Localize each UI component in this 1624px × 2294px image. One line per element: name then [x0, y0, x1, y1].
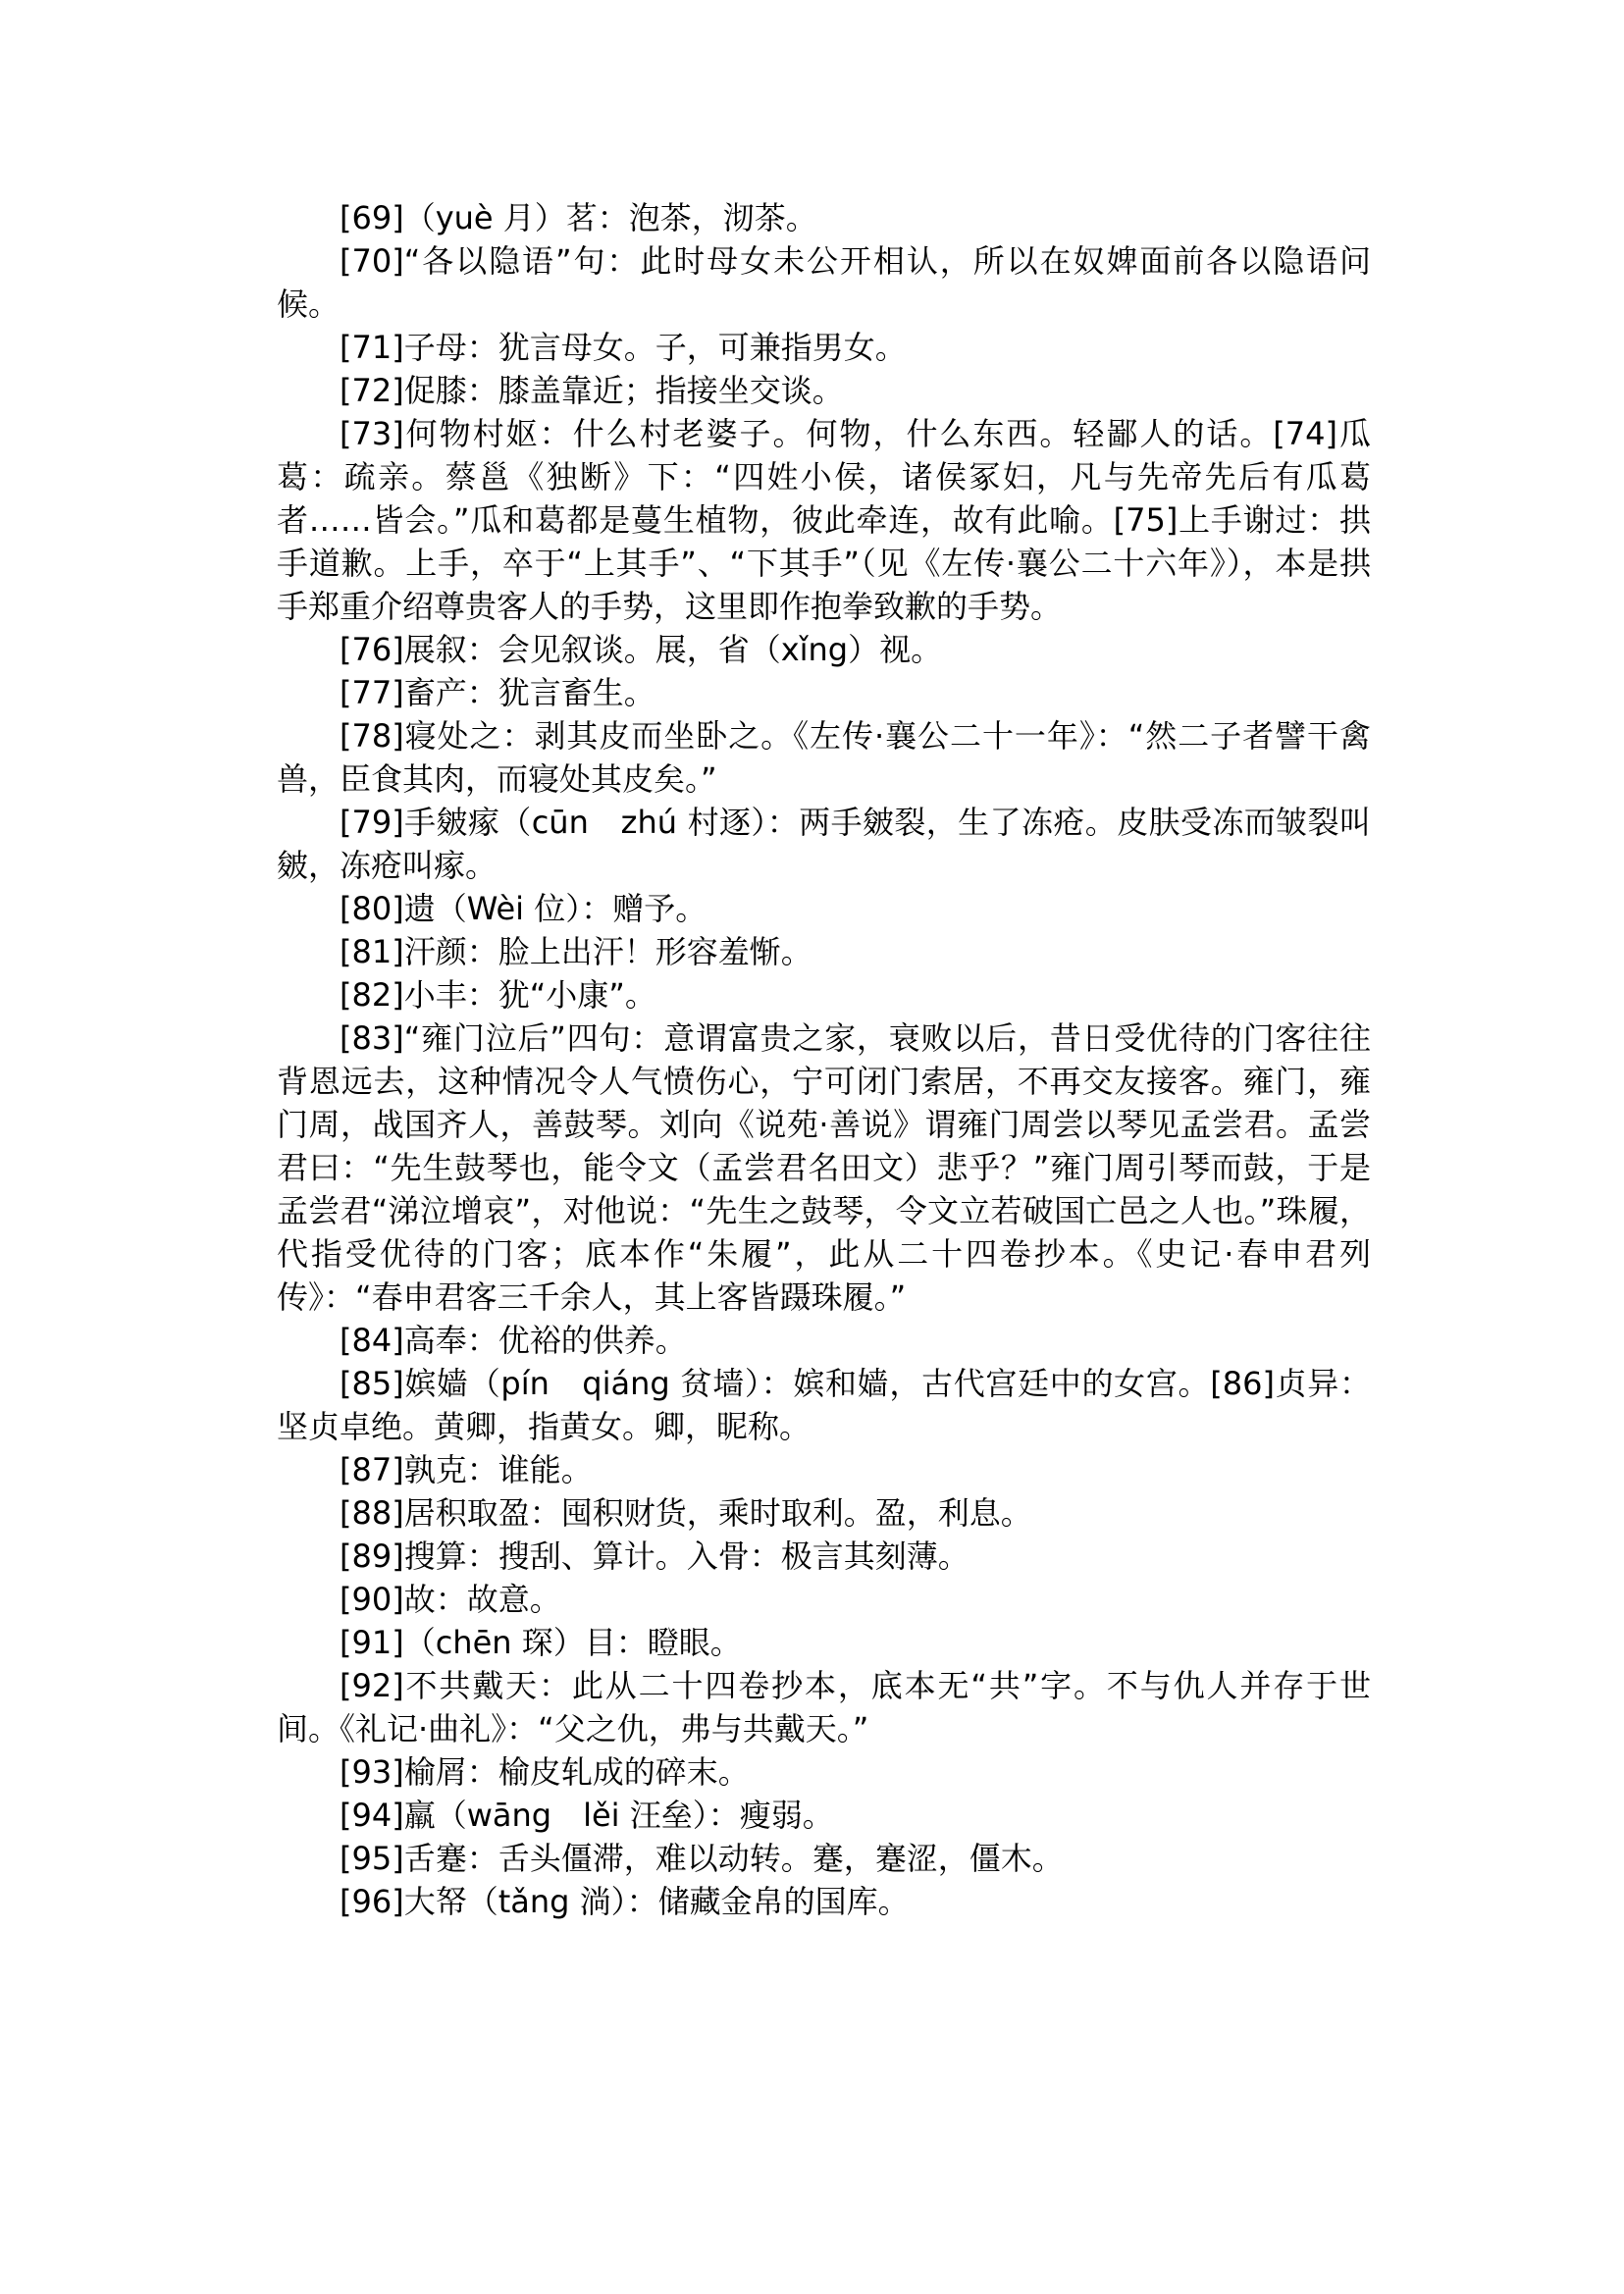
note-72: [72]促膝：膝盖靠近；指接坐交谈。: [340, 372, 844, 409]
note-94: [94]羸（wāng lěi 汪垒）：瘦弱。: [340, 1797, 834, 1834]
note-89: [89]搜算：搜刮、算计。入骨：极言其刻薄。: [340, 1538, 969, 1575]
note-70: [70]“各以隐语”句：此时母女未公开相认，所以在奴婢面前各以隐语问候。: [277, 242, 1371, 323]
note-87: [87]孰克：谁能。: [340, 1451, 593, 1488]
note-84: [84]高奉：优裕的供养。: [340, 1322, 687, 1359]
note-80: [80]遗（Wèi 位）：赠予。: [340, 890, 707, 927]
note-76: [76]展叙：会见叙谈。展，省（xǐng）视。: [340, 631, 943, 668]
note-91: [91]（chēn 琛）目：瞪眼。: [340, 1624, 742, 1661]
note-73-75: [73]何物村妪：什么村老婆子。何物，什么东西。轻鄙人的话。[74]瓜葛：疏亲。蔡邕《独断》下：“四姓小侯，诸侯冢妇，凡与先帝先后有瓜葛者……皆会。”瓜和葛都是蔓生植物，彼此牵连，故有此喻。[75]上手谢过：拱手道歉。上手，卒于“上其手”、“下其手”（见《左传·襄公二十六年》），本是拱手郑重介绍尊贵客人的手势，这里即作抱拳致歉的手势。: [277, 415, 1371, 625]
note-78: [78]寝处之：剥其皮而坐卧之。《左传·襄公二十一年》：“然二子者譬干禽兽，臣食其肉，而寝处其皮矣。”: [277, 717, 1371, 798]
note-92: [92]不共戴天：此从二十四卷抄本，底本无“共”字。不与仇人并存于世间。《礼记·曲礼》：“父之仇，弗与共戴天。”: [277, 1667, 1371, 1747]
note-93: [93]榆屑：榆皮轧成的碎末。: [340, 1753, 750, 1791]
notes-page: [277, 196, 1371, 1923]
note-95: [95]舌蹇：舌头僵滞，难以动转。蹇，蹇涩，僵木。: [340, 1840, 1064, 1877]
note-83: [83]“雍门泣后”四句：意谓富贵之家，衰败以后，昔日受优待的门客往往背恩远去，这种情况令人气愤伤心，宁可闭门索居，不再交友接客。雍门，雍门周，战国齐人，善鼓琴。刘向《说苑·善说》谓雍门周尝以琴见孟尝君。孟尝君曰：“先生鼓琴也，能令文（孟尝君名田文）悲乎？”雍门周引琴而鼓，于是孟尝君“涕泣增哀”，对他说：“先生之鼓琴，令文立若破国亡邑之人也。”珠履，代指受优待的门客；底本作“朱履”，此从二十四卷抄本。《史记·春申君列传》：“春申君客三千余人，其上客皆蹑珠履。”: [277, 1019, 1371, 1316]
note-81: [81]汗颜：脸上出汗！形容羞惭。: [340, 933, 812, 970]
note-69: [69]（yuè 月）茗：泡茶，沏茶。: [340, 199, 817, 236]
note-71: [71]子母：犹言母女。子，可兼指男女。: [340, 329, 907, 366]
note-79: [79]手皴瘃（cūn zhú 村逐）：两手皴裂，生了冻疮。皮肤受冻而皱裂叫皴，冻疮叫瘃。: [277, 804, 1371, 884]
note-85-86: [85]嫔嫱（pín qiáng 贫墙）：嫔和嫱，古代宫廷中的女宫。[86]贞异：坚贞卓绝。黄卿，指黄女。卿，昵称。: [277, 1365, 1371, 1445]
note-82: [82]小丰：犹“小康”。: [340, 976, 656, 1014]
note-90: [90]故：故意。: [340, 1581, 561, 1618]
note-77: [77]畜产：犹言畜生。: [340, 674, 655, 711]
note-88: [88]居积取盈：囤积财货，乘时取利。盈，利息。: [340, 1494, 1032, 1532]
note-96: [96]大帑（tǎng 淌）：储藏金帛的国库。: [340, 1883, 910, 1920]
